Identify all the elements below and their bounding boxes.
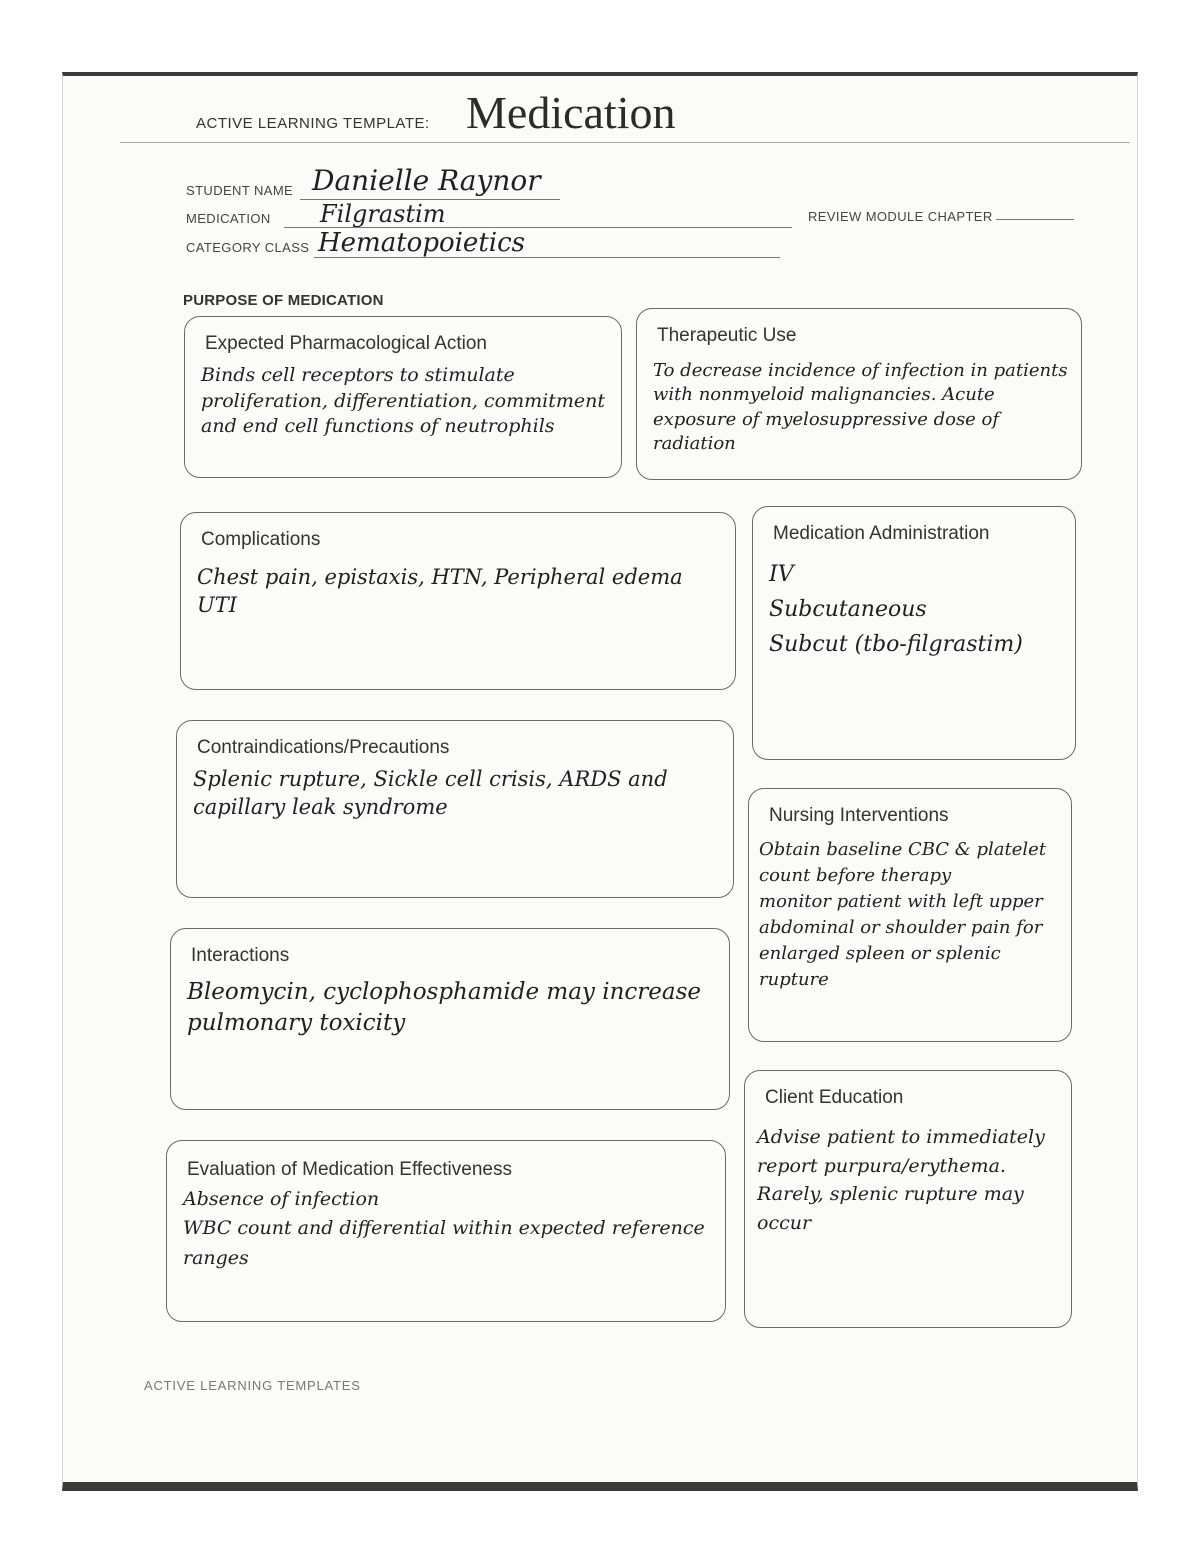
header-divider: [120, 142, 1130, 143]
purpose-heading: PURPOSE OF MEDICATION: [183, 292, 384, 309]
nursing-interventions-box: [748, 788, 1072, 1042]
administration-title: Medication Administration: [773, 523, 990, 544]
student-name-label: STUDENT NAME: [186, 183, 294, 198]
expected-action-title: Expected Pharmacological Action: [205, 333, 487, 354]
complications-text: Chest pain, epistaxis, HTN, Peripheral edema UTI: [197, 565, 683, 618]
contraindications-title: Contraindications/Precautions: [197, 737, 450, 758]
review-module-line: [996, 219, 1074, 220]
category-class-line: [314, 257, 780, 258]
category-class-value: Hematopoietics: [318, 228, 525, 258]
footer-label: ACTIVE LEARNING TEMPLATES: [144, 1378, 361, 1393]
interactions-text: Bleomycin, cyclophosphamide may increase pulmonary toxicity: [187, 979, 702, 1037]
template-title: Medication: [466, 87, 676, 138]
evaluation-box: [166, 1140, 726, 1322]
category-class-label: CATEGORY CLASS: [186, 240, 310, 255]
client-education-text: Advise patient to immediately report purpura/erythema. Rarely, splenic rupture may occur: [757, 1126, 1045, 1234]
medication-label: MEDICATION: [186, 211, 271, 226]
review-module-label: REVIEW MODULE CHAPTER: [808, 209, 993, 224]
nursing-interventions-title: Nursing Interventions: [769, 805, 949, 826]
student-name-value: Danielle Raynor: [312, 164, 541, 197]
template-label: ACTIVE LEARNING TEMPLATE:: [196, 115, 430, 132]
medication-value: Filgrastim: [320, 200, 446, 228]
therapeutic-use-text: To decrease incidence of infection in patients with nonmyeloid malignancies. Acute exposure of myelosuppressive dose of radiation: [653, 360, 1068, 454]
contraindications-text: Splenic rupture, Sickle cell crisis, ARDS and capillary leak syndrome: [193, 767, 668, 820]
evaluation-title: Evaluation of Medication Effectiveness: [187, 1159, 512, 1180]
complications-title: Complications: [201, 529, 321, 550]
administration-box: [752, 506, 1076, 760]
interactions-title: Interactions: [191, 945, 290, 966]
expected-action-text: Binds cell receptors to stimulate proliferation, differentiation, commitment and end cell functions of neutrophils: [201, 364, 605, 438]
nursing-interventions-text: Obtain baseline CBC & platelet count before therapy monitor patient with left upper abdominal or shoulder pain for enlarged spleen or splenic rupture: [759, 839, 1047, 991]
interactions-box: [170, 928, 730, 1110]
evaluation-text: Absence of infection WBC count and differential within expected reference ranges: [183, 1188, 705, 1269]
therapeutic-use-title: Therapeutic Use: [657, 325, 797, 346]
administration-text: IV Subcutaneous Subcut (tbo-filgrastim): [769, 562, 1023, 658]
contraindications-box: [176, 720, 734, 898]
client-education-box: [744, 1070, 1072, 1328]
therapeutic-use-box: [636, 308, 1082, 480]
complications-box: [180, 512, 736, 690]
expected-action-box: [184, 316, 622, 478]
client-education-title: Client Education: [765, 1087, 904, 1108]
